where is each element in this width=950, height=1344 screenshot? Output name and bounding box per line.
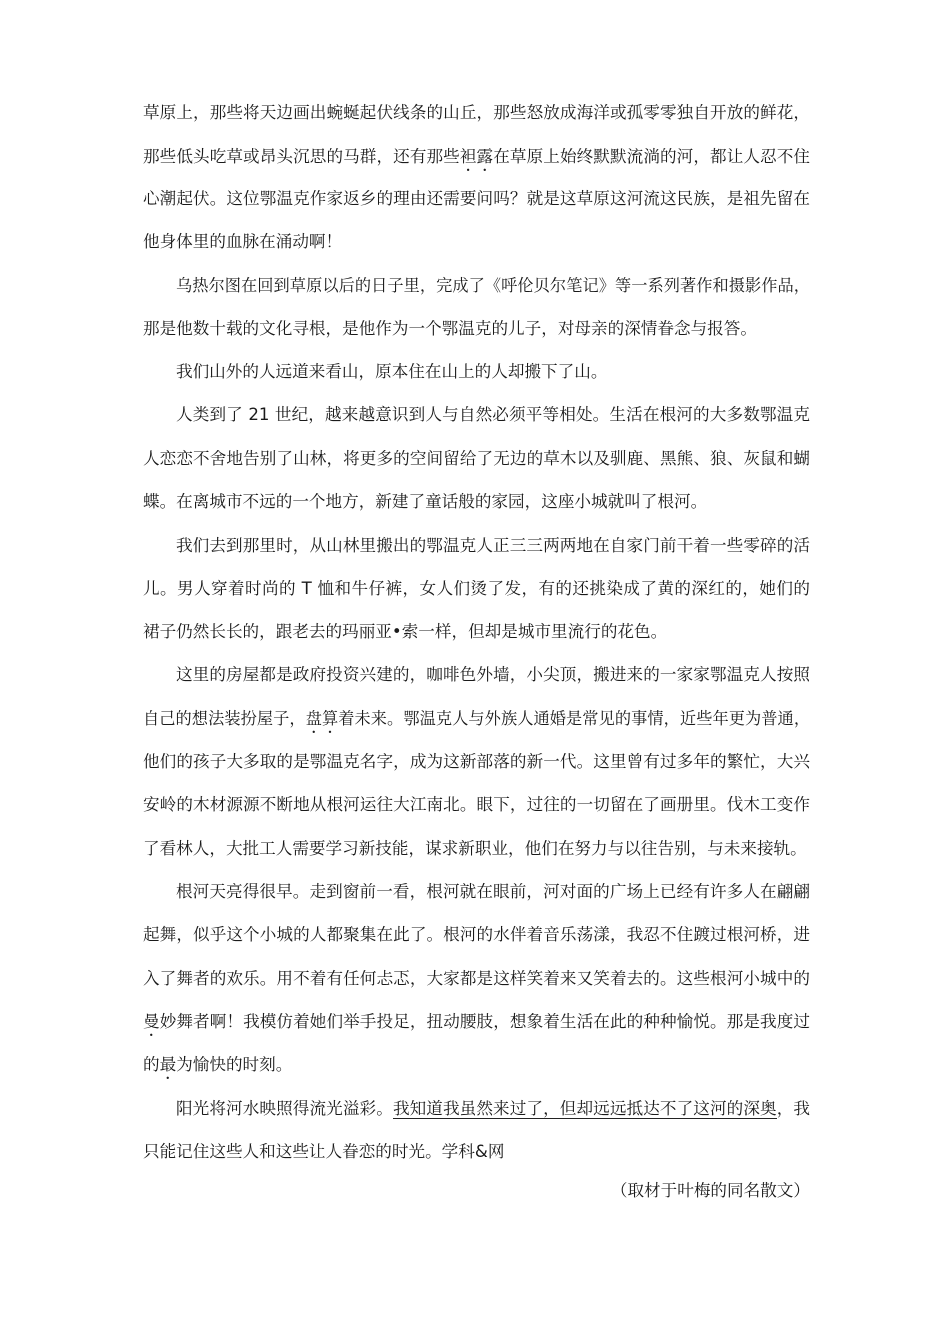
text-line <box>143 1052 810 1078</box>
text-line: 乌热尔图在回到草原以后的日子里，完成了《呼伦贝尔笔记》等一系列著作和摄影作品， <box>176 276 810 295</box>
dotted-word: 曼 <box>143 1012 160 1031</box>
text-run: 妙舞者啊！我模仿着她们举手投足，扭动腰肢，想象着生活在此的种种愉悦。那是我度过 <box>159 1012 811 1031</box>
text-run: 那些低头吃草或昂头沉思的马群，还有那些 <box>143 147 460 166</box>
text-line: 只能记住这些人和这些让人眷恋的时光。学科&网 <box>143 1142 505 1161</box>
text-run: 为愉快的时刻。 <box>176 1055 293 1074</box>
text-line <box>176 1096 810 1122</box>
text-run: 着未来。鄂温克人与外族人通婚是常见的事情，近些年更为普通， <box>338 709 811 728</box>
text-line <box>143 1009 810 1035</box>
text-line: 这里的房屋都是政府投资兴建的，咖啡色外墙，小尖顶，搬进来的一家家鄂温克人按照 <box>176 665 810 684</box>
text-line: 人恋恋不舍地告别了山林，将更多的空间留给了无边的草木以及驯鹿、黑熊、狼、灰鼠和蝴 <box>143 449 810 468</box>
text-run: 阳光将河水映照得流光溢彩。 <box>176 1099 393 1118</box>
text-line: 蝶。在离城市不远的一个地方，新建了童话般的家园，这座小城就叫了根河。 <box>143 492 708 511</box>
text-line <box>143 706 810 732</box>
text-line: 裙子仍然长长的，跟老去的玛丽亚•索一样，但却是城市里流行的花色。 <box>143 622 668 641</box>
text-line: 根河天亮得很早。走到窗前一看，根河就在眼前，河对面的广场上已经有许多人在翩翩 <box>176 882 810 901</box>
text-line: 人类到了 21 世纪，越来越意识到人与自然必须平等相处。生活在根河的大多数鄂温克 <box>176 405 810 424</box>
text-line: 我们山外的人远道来看山，原本住在山上的人却搬下了山。 <box>176 362 608 381</box>
dotted-word: 盘算 <box>305 709 339 728</box>
text-line: 儿。男人穿着时尚的 T 恤和牛仔裤，女人们烫了发，有的还挑染成了黄的深红的，她们的 <box>143 579 810 598</box>
text-line: 他身体里的血脉在涌动啊！ <box>143 232 343 251</box>
text-line: 我们去到那里时，从山林里搬出的鄂温克人正三三两两地在自家门前干着一些零碎的活 <box>176 536 810 555</box>
dotted-word: 最 <box>159 1055 177 1074</box>
text-line <box>143 144 810 170</box>
source-attribution: （取材于叶梅的同名散文） <box>610 1181 810 1200</box>
dotted-word: 袒露 <box>459 147 494 166</box>
text-line: 那是他数十载的文化寻根，是他作为一个鄂温克的儿子，对母亲的深情眷念与报答。 <box>143 319 757 338</box>
text-run: ，我 <box>776 1099 811 1118</box>
text-line: 了看林人，大批工人需要学习新技能，谋求新职业，他们在努力与以往告别，与未来接轨。 <box>143 839 807 858</box>
text-line: 起舞，似乎这个小城的人都聚集在此了。根河的水伴着音乐荡漾，我忍不住踱过根河桥，进 <box>143 925 810 944</box>
text-run: 在草原上始终默默流淌的河，都让人忍不住 <box>493 147 811 166</box>
text-line: 他们的孩子大多取的是鄂温克名字，成为这新部落的新一代。这里曾有过多年的繁忙，大兴 <box>143 752 810 771</box>
text-line: 草原上，那些将天边画出蜿蜒起伏线条的山丘，那些怒放成海洋或孤零零独自开放的鲜花， <box>143 103 810 122</box>
underlined-sentence: 我知道我虽然来过了，但却远远抵达不了这河的深奥 <box>392 1099 777 1118</box>
text-line: 心潮起伏。这位鄂温克作家返乡的理由还需要问吗？就是这草原这河流这民族，是祖先留在 <box>143 189 810 208</box>
text-run: 的 <box>143 1055 160 1074</box>
text-line: 安岭的木材源源不断地从根河运往大江南北。眼下，过往的一切留在了画册里。伐木工变作 <box>143 795 810 814</box>
text-run: 自己的想法装扮屋子， <box>143 709 306 728</box>
text-line: 入了舞者的欢乐。用不着有任何忐忑，大家都是这样笑着来又笑着去的。这些根河小城中的 <box>143 969 810 988</box>
